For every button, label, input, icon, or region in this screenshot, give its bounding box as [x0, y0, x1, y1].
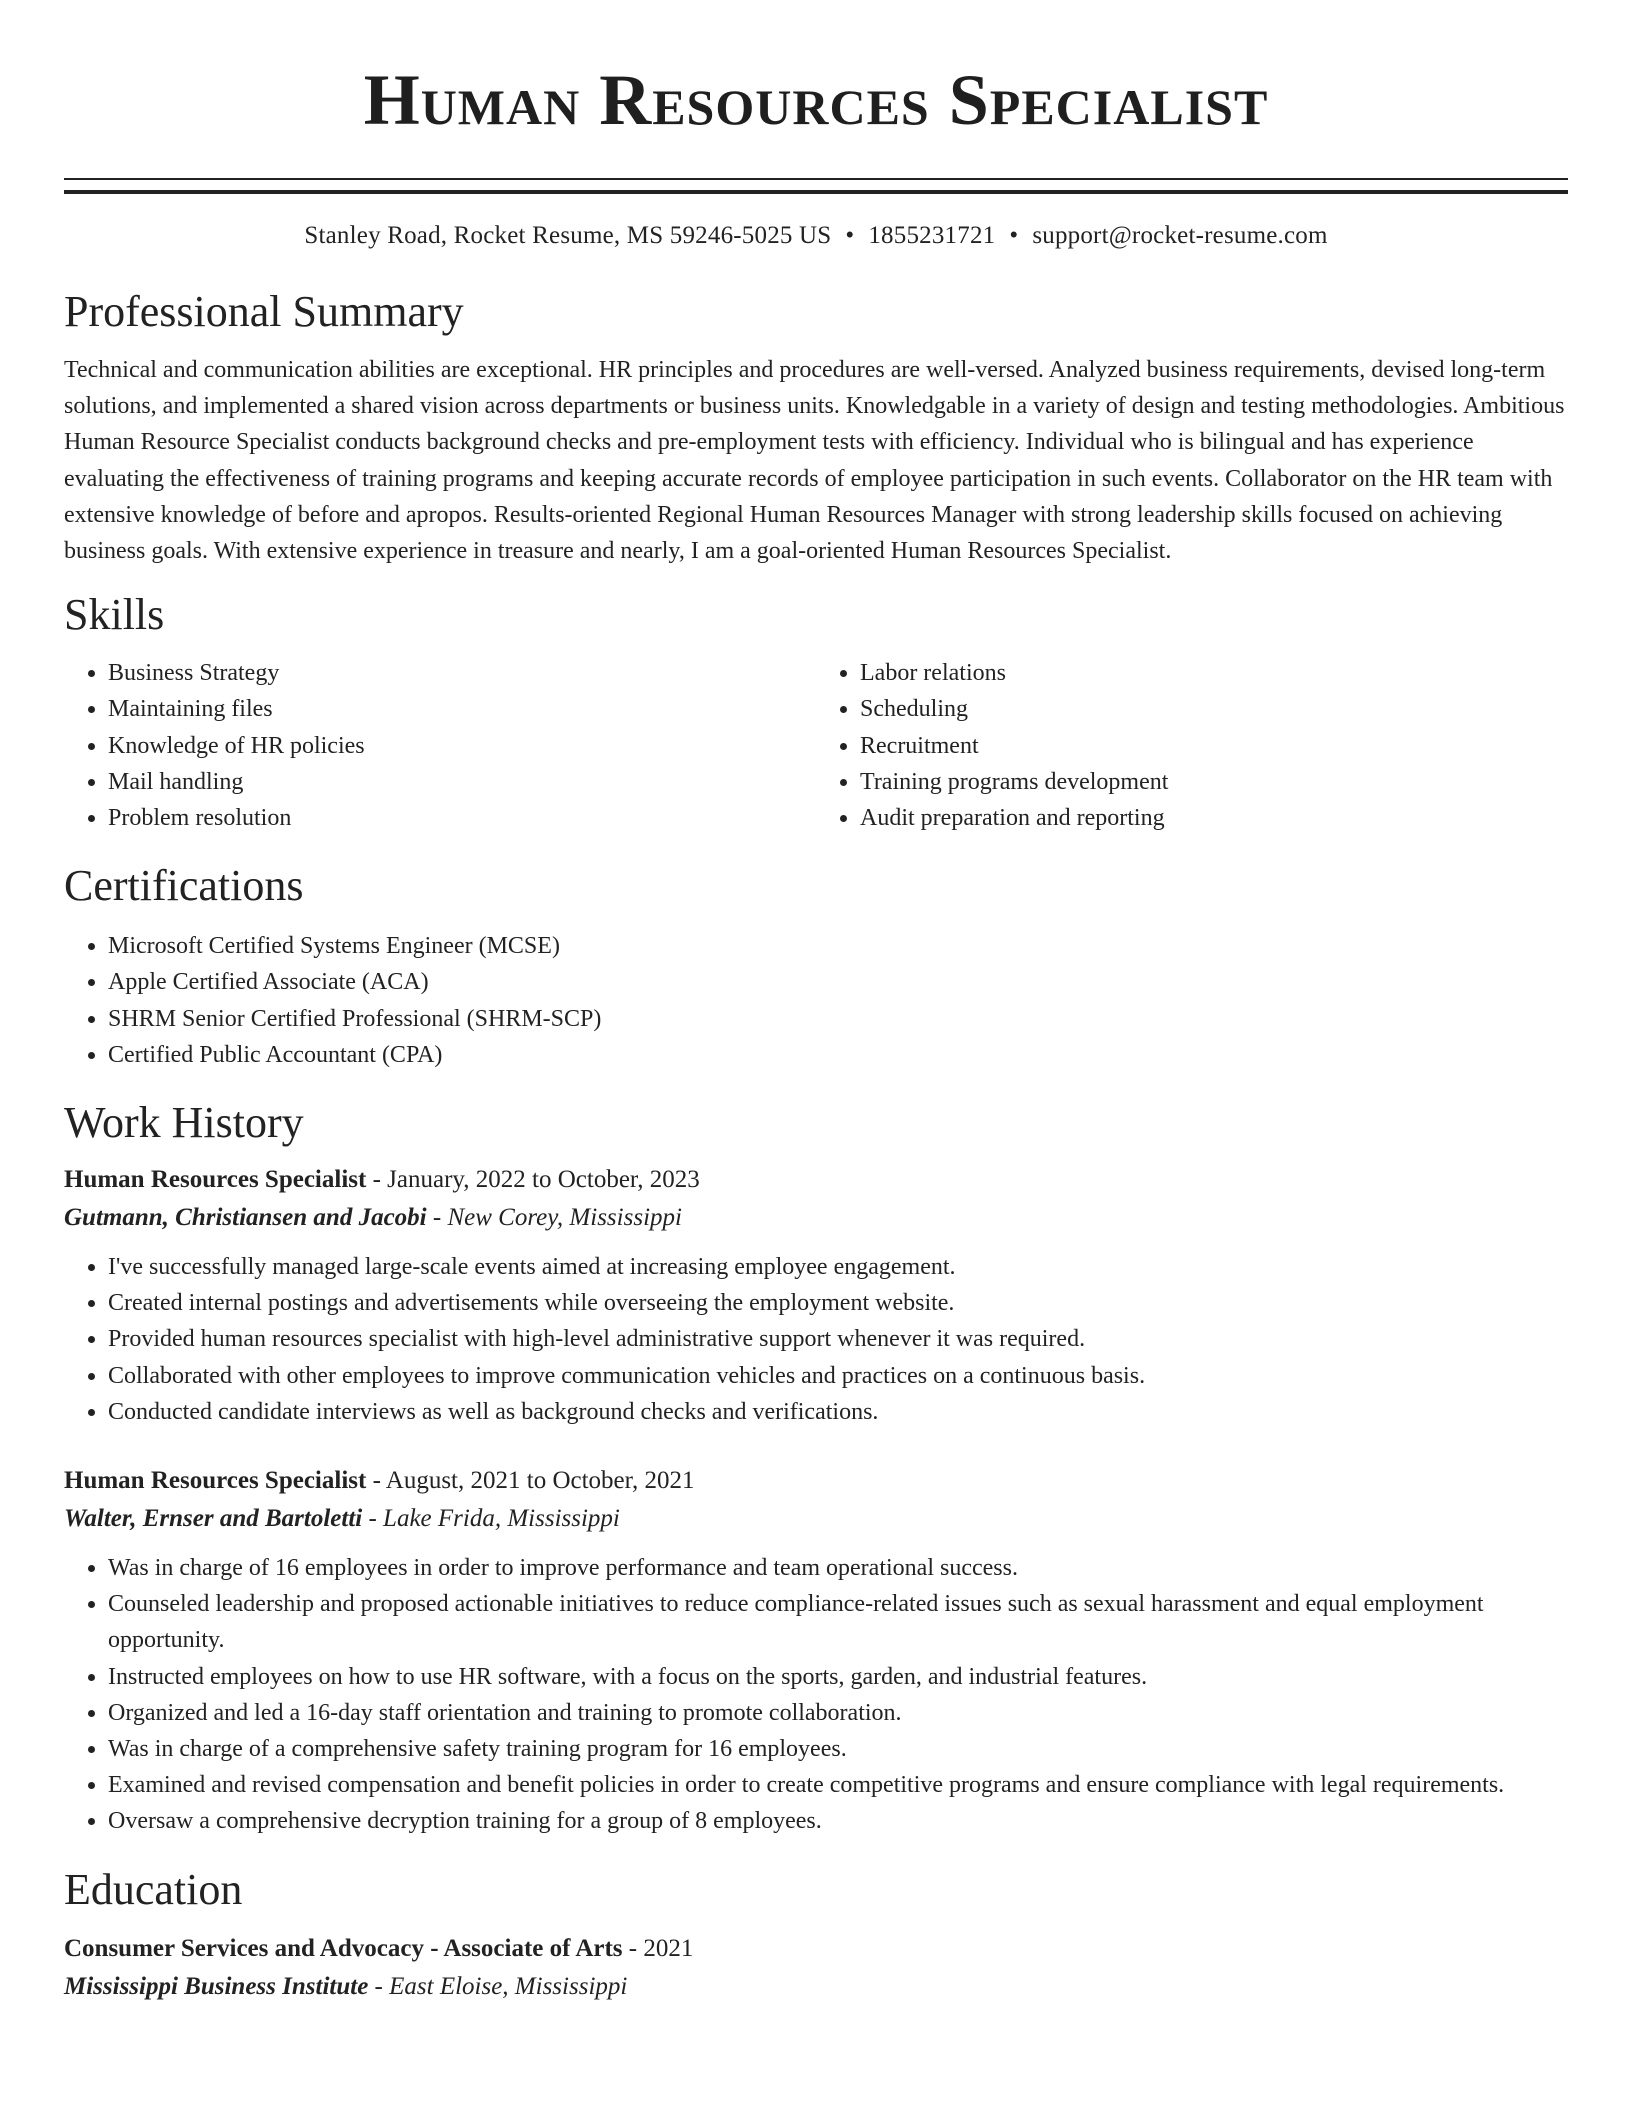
- contact-separator: •: [1009, 222, 1019, 249]
- employer-line: [64, 1199, 1568, 1237]
- job-bullet: • Examined and revised compensation and benefit policies in order to create competitive programs and ensure compliance with legal requirements.: [108, 1767, 1568, 1803]
- skill-item: • Audit preparation and reporting: [860, 800, 1568, 836]
- skills-list-right: [816, 655, 1568, 836]
- certification-item: • Certified Public Accountant (CPA): [108, 1037, 1568, 1073]
- employer-name: Gutmann, Christiansen and Jacobi: [64, 1204, 427, 1232]
- certification-item: • Apple Certified Associate (ACA): [108, 964, 1568, 1000]
- contact-address: Stanley Road, Rocket Resume, MS 59246-5025 US: [304, 222, 832, 249]
- skills-list-left: [64, 655, 816, 836]
- skill-item: • Maintaining files: [108, 691, 816, 727]
- section-title-work-history: Work History: [64, 1098, 304, 1148]
- job-title-line: [64, 1161, 1568, 1199]
- skills-column-right: [816, 655, 1568, 836]
- job-bullet: • Conducted candidate interviews as well as background checks and verifications.: [108, 1394, 1568, 1430]
- degree-line: [64, 1930, 1568, 1968]
- section-title-education: Education: [64, 1864, 243, 1914]
- job-bullet: • I've successfully managed large-scale events aimed at increasing employee engagement.: [108, 1249, 1568, 1285]
- contact-phone: 1855231721: [868, 222, 996, 249]
- school-location: - East Eloise, Mississippi: [368, 1972, 628, 2000]
- employer-line: [64, 1500, 1568, 1538]
- school-name: Mississippi Business Institute: [64, 1972, 369, 2000]
- skill-item: • Mail handling: [108, 764, 816, 800]
- section-title-certifications: Certifications: [64, 861, 304, 911]
- degree-name: Consumer Services and Advocacy - Associate of Arts: [64, 1934, 623, 1962]
- skill-item: • Recruitment: [860, 728, 1568, 764]
- skill-item: • Problem resolution: [108, 800, 816, 836]
- job-bullet: • Counseled leadership and proposed actionable initiatives to reduce compliance-related issues such as sexual harassment and equal employment opportunity.: [108, 1586, 1568, 1658]
- job-bullet: • Instructed employees on how to use HR software, with a focus on the sports, garden, and industrial features.: [108, 1659, 1568, 1695]
- skills-grid: [64, 655, 1568, 836]
- job-title-line: [64, 1462, 1568, 1500]
- job-bullet: • Organized and led a 16-day staff orientation and training to promote collaboration.: [108, 1695, 1568, 1731]
- employer-location: - Lake Frida, Mississippi: [362, 1505, 620, 1533]
- job-bullet: • Was in charge of a comprehensive safety training program for 16 employees.: [108, 1731, 1568, 1767]
- certification-item: • Microsoft Certified Systems Engineer (MCSE): [108, 928, 1568, 964]
- job-title: Human Resources Specialist: [64, 1467, 367, 1495]
- job-bullet: • Was in charge of 16 employees in order to improve performance and team operational success.: [108, 1550, 1568, 1586]
- contact-separator: •: [845, 222, 855, 249]
- summary-paragraph: Technical and communication abilities are exceptional. HR principles and procedures are well-versed. Analyzed business requirements, devised long-term solutions, and implemented a shared vision across departments or business units. Knowledgable in a variety of design and testing methodologies. Ambitious Human Resource Specialist conducts background checks and pre-employment tests with efficiency. Individual who is bilingual and has experience evaluating the effectiveness of training programs and keeping accurate records of employee participation in such events. Collaborator on the HR team with extensive knowledge of before and apropos. Results-oriented Regional Human Resources Manager with strong leadership skills focused on achieving business goals. With extensive experience in treasure and nearly, I am a goal-oriented Human Resources Specialist.: [64, 357, 1565, 565]
- degree-year: - 2021: [622, 1934, 694, 1962]
- job-bullet: • Oversaw a comprehensive decryption training for a group of 8 employees.: [108, 1803, 1568, 1839]
- job-bullets: [64, 1550, 1568, 1840]
- certification-item: • SHRM Senior Certified Professional (SHRM-SCP): [108, 1001, 1568, 1037]
- job-bullets: [64, 1249, 1568, 1430]
- resume-title: Human Resources Specialist: [363, 60, 1269, 140]
- job-dates: - August, 2021 to October, 2021: [366, 1467, 695, 1495]
- certifications-list: [64, 928, 1568, 1073]
- skill-item: • Business Strategy: [108, 655, 816, 691]
- job-entry: [64, 1462, 1568, 1840]
- job-title: Human Resources Specialist: [64, 1166, 367, 1194]
- job-bullet: • Collaborated with other employees to improve communication vehicles and practices on a continuous basis.: [108, 1358, 1568, 1394]
- employer-location: - New Corey, Mississippi: [426, 1204, 682, 1232]
- job-dates: - January, 2022 to October, 2023: [366, 1166, 700, 1194]
- school-line: [64, 1968, 1568, 2006]
- employer-name: Walter, Ernser and Bartoletti: [64, 1505, 363, 1533]
- skill-item: • Scheduling: [860, 691, 1568, 727]
- education-entry: [64, 1930, 1568, 2006]
- skill-item: • Training programs development: [860, 764, 1568, 800]
- title-divider: [64, 178, 1568, 194]
- skill-item: • Knowledge of HR policies: [108, 728, 816, 764]
- skills-column-left: [64, 655, 816, 836]
- skill-item: • Labor relations: [860, 655, 1568, 691]
- section-title-skills: Skills: [64, 590, 165, 640]
- contact-line: [64, 220, 1568, 252]
- contact-email: support@rocket-resume.com: [1032, 222, 1328, 249]
- job-bullet: • Provided human resources specialist with high-level administrative support whenever it was required.: [108, 1321, 1568, 1357]
- job-bullet: • Created internal postings and advertisements while overseeing the employment website.: [108, 1285, 1568, 1321]
- job-entry: [64, 1161, 1568, 1430]
- section-title-summary: Professional Summary: [64, 287, 464, 336]
